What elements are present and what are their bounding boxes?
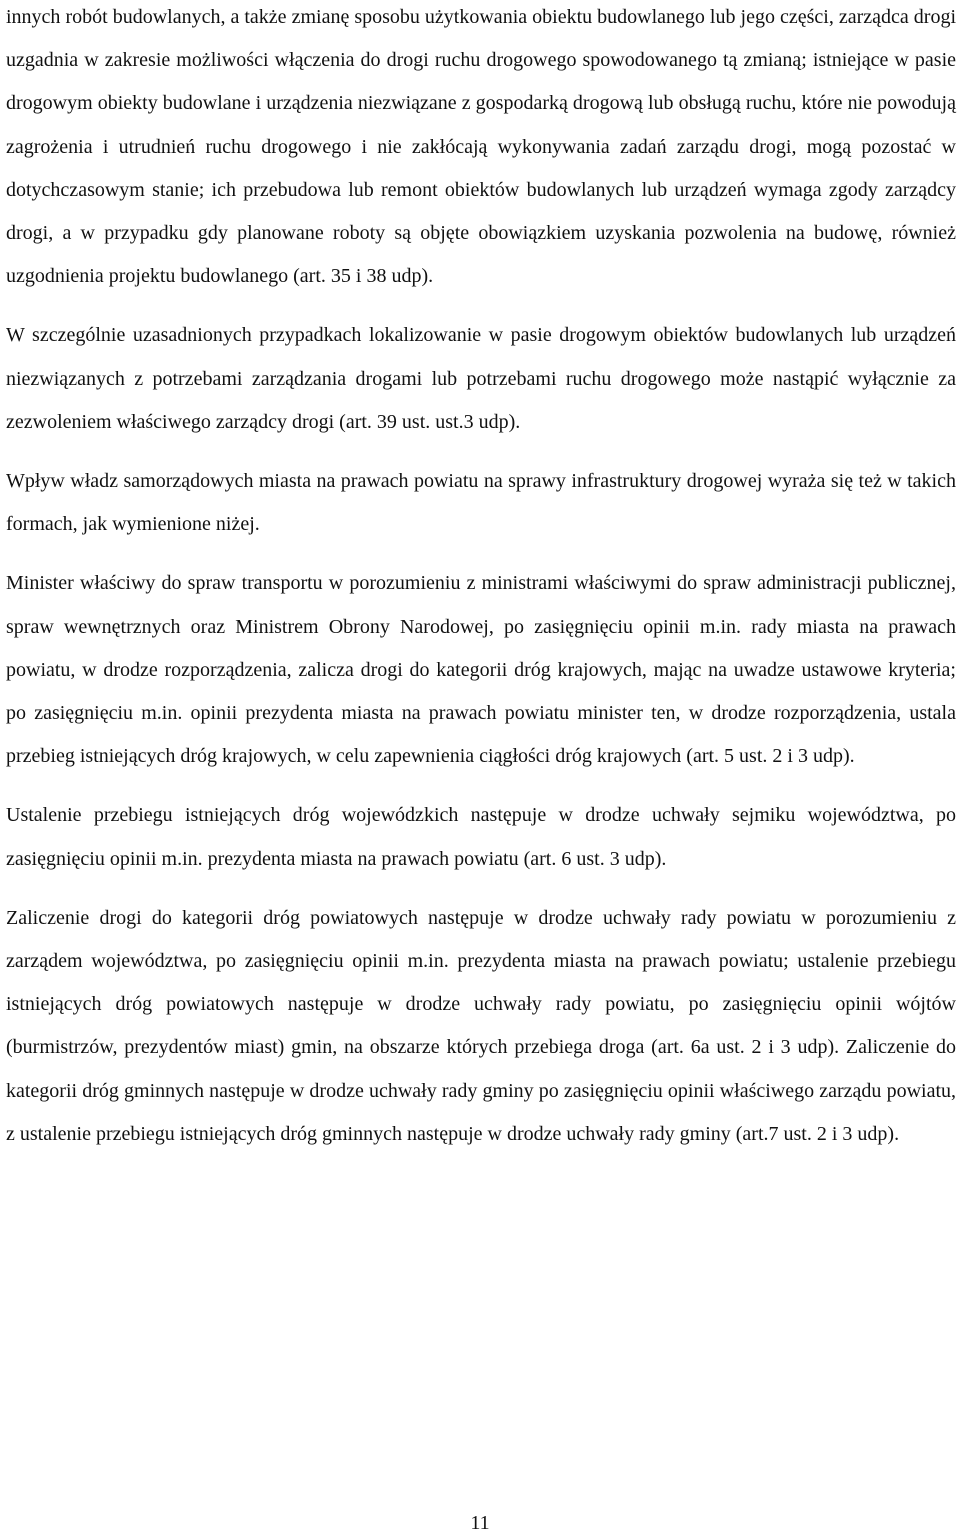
- paragraph-county-municipal-roads: Zaliczenie drogi do kategorii dróg powiatowych następuje w drodze uchwały rady powiatu w porozumieniu z zarządem województwa, po zasięgnięciu opinii m.in. prezydenta miasta na prawach powiatu; ustalenie przebiegu istniejących dróg powiatowych następuje w drodze uchwały rady powiatu, po zasięgnięciu opinii wójtów (burmistrzów, prezydentów miast) gmin, na obszarze których przebiega droga (art. 6a ust. 2 i 3 udp). Zaliczenie do kategorii dróg gminnych następuje w drodze uchwały rady gminy po zasięgnięciu opinii właściwego zarządu powiatu, z ustalenie przebiegu istniejących dróg gminnych następuje w drodze uchwały rady gminy (art.7 ust. 2 i 3 udp).: [6, 906, 956, 1145]
- document-page: [6, 0, 956, 1156]
- paragraph-special-cases: W szczególnie uzasadnionych przypadkach lokalizowanie w pasie drogowym obiektów budowlanych lub urządzeń niezwiązanych z potrzebami zarządzania drogami lub potrzebami ruchu drogowego może nastąpić wyłącznie za zezwoleniem właściwego zarządcy drogi (art. 39 ust. ust.3 udp).: [6, 324, 956, 433]
- paragraph-local-authority-influence: Wpływ władz samorządowych miasta na prawach powiatu na sprawy infrastruktury drogowej wyraża się też w takich formach, jak wymienione niżej.: [6, 470, 956, 536]
- paragraph-road-structures: innych robót budowlanych, a także zmianę sposobu użytkowania obiektu budowlanego lub jego części, zarządca drogi uzgadnia w zakresie możliwości włączenia do drogi ruchu drogowego spowodowanego tą zmianą; istniejące w pasie drogowym obiekty budowlane i urządzenia niezwiązane z gospodarką drogową lub obsługą ruchu, które nie powodują zagrożenia i utrudnień ruchu drogowego i nie zakłócają wykonywania zadań zarządu drogi, mogą pozostać w dotychczasowym stanie; ich przebudowa lub remont obiektów budowlanych lub urządzeń wymaga zgody zarządcy drogi, a w przypadku gdy planowane roboty są objęte obowiązkiem uzyskania pozwolenia na budowę, również uzgodnienia projektu budowlanego (art. 35 i 38 udp).: [6, 6, 956, 288]
- page-number: 11: [470, 1512, 490, 1534]
- paragraph-voivodeship-roads: Ustalenie przebiegu istniejących dróg wojewódzkich następuje w drodze uchwały sejmiku województwa, po zasięgnięciu opinii m.in. prezydenta miasta na prawach powiatu (art. 6 ust. 3 udp).: [6, 804, 956, 870]
- paragraph-national-roads: Minister właściwy do spraw transportu w porozumieniu z ministrami właściwymi do spraw administracji publicznej, spraw wewnętrznych oraz Ministrem Obrony Narodowej, po zasięgnięciu opinii m.in. rady miasta na prawach powiatu, w drodze rozporządzenia, zalicza drogi do kategorii dróg krajowych, mając na uwadze ustawowe kryteria; po zasięgnięciu m.in. opinii prezydenta miasta na prawach powiatu minister ten, w drodze rozporządzenia, ustala przebieg istniejących dróg krajowych, w celu zapewnienia ciągłości dróg krajowych (art. 5 ust. 2 i 3 udp).: [6, 572, 956, 768]
